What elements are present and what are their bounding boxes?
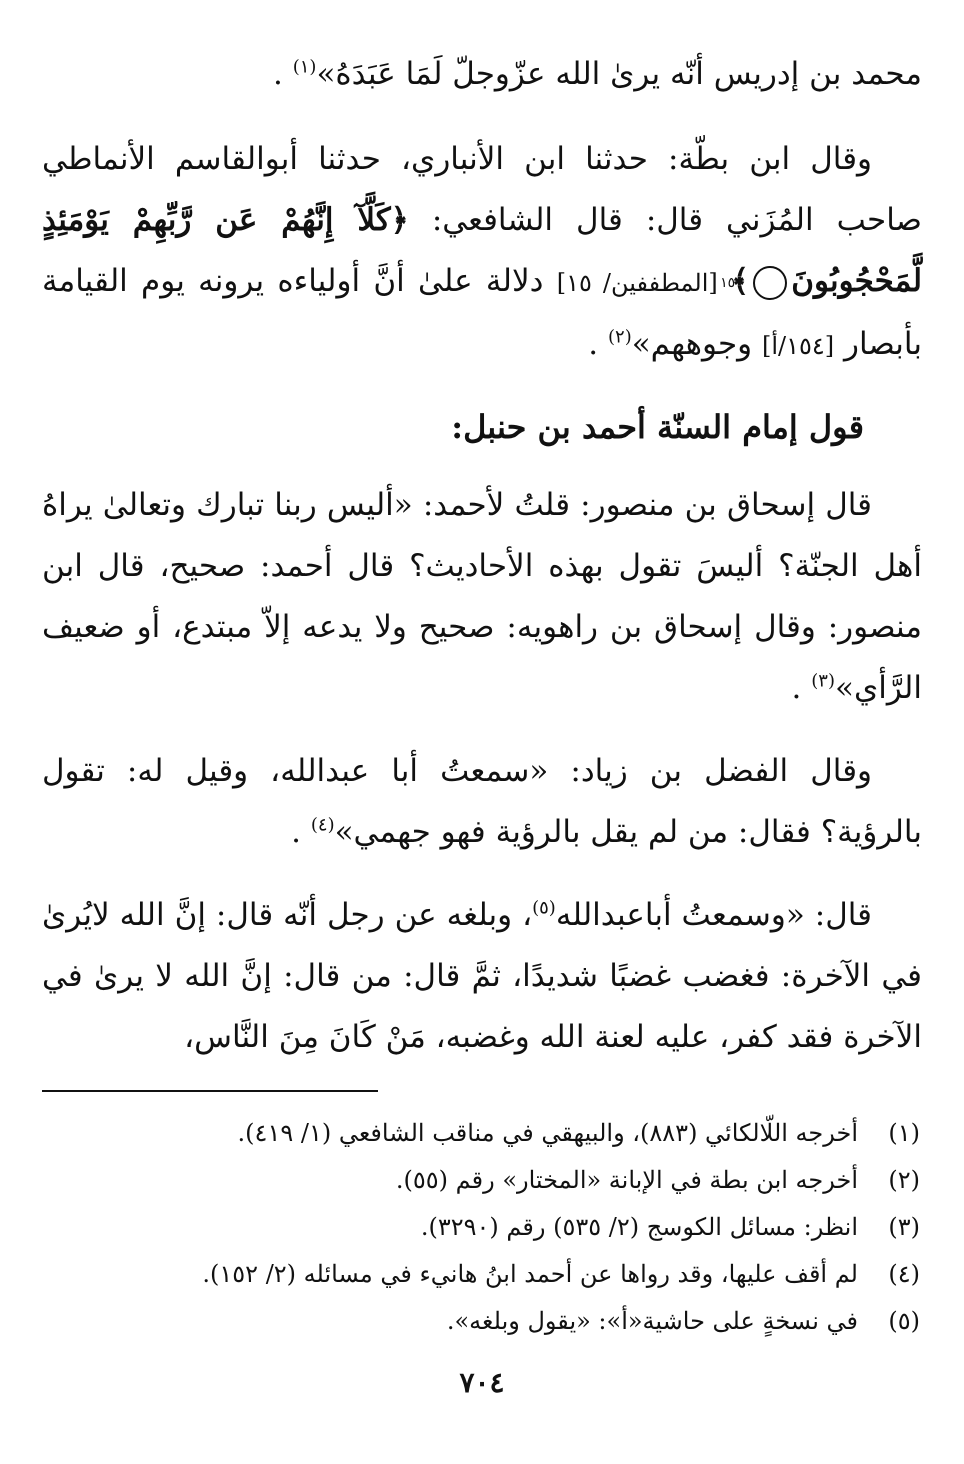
footnote-text: أخرجه ابن بطة في الإبانة «المختار» رقم (٥٥).: [395, 1166, 858, 1194]
section-heading: قول إمام السنّة أحمد بن حنبل:: [451, 408, 864, 446]
footnote-text: في نسخةٍ على حاشية«أ»: «يقول وبلغه».: [446, 1307, 858, 1335]
quran-verse: ﴿كَلَّآ إِنَّهُمْ عَن رَّبِّهِمْ يَوْمَئِذٍ لَّمَحْجُوبُونَ: [42, 202, 923, 299]
paragraph-5-text-a: قال: «وسمعتُ أباعبدالله: [555, 897, 872, 933]
footnote-divider: [42, 1090, 378, 1092]
paragraph-4-text: وقال الفضل بن زياد: «سمعتُ أبا عبدالله، وقيل له: تقول بالرؤية؟ فقال: من لم يقل بالرؤية فهو جهمي»: [42, 753, 922, 850]
footnote-ref-5[interactable]: (٥): [532, 897, 556, 919]
footnote-item: [42, 1157, 922, 1204]
folio-marker: [١٥٤/أ]: [761, 332, 835, 360]
ayah-number-icon: ١٥: [753, 266, 787, 300]
footnote-number: (٢): [888, 1166, 920, 1194]
footnote-item: [42, 1251, 922, 1298]
footnote-text: أخرجه اللّالكائي (٨٨٣)، والبيهقي في مناقب الشافعي (١/ ٤١٩).: [237, 1119, 858, 1147]
footnote-item: [42, 1298, 922, 1345]
footnote-text: لم أقف عليها، وقد رواها عن أحمد ابنُ هانيء في مسائله (٢/ ١٥٢).: [202, 1260, 858, 1288]
footnotes-list: [42, 1110, 922, 1345]
footnote-ref-2[interactable]: (٢): [607, 326, 632, 348]
footnote-number: (٤): [888, 1260, 920, 1288]
paragraph-1-text: محمد بن إدريس أنّه يرىٰ الله عزّوجلّ لَمَا عَبَدَهُ»: [316, 56, 922, 92]
paragraph-1: [42, 44, 922, 105]
paragraph-4: [42, 741, 922, 863]
paragraph-2: [42, 129, 922, 377]
footnote-number: (٥): [888, 1307, 920, 1335]
paragraph-5: [42, 885, 922, 1068]
paragraph-2-end: .: [588, 326, 608, 362]
paragraph-2-text-c: وجوههم»: [631, 326, 762, 362]
book-page: [42, 44, 922, 1434]
footnote-number: (١): [888, 1119, 920, 1147]
paragraph-3-text: قال إسحاق بن منصور: قلتُ لأحمد: «أليس ربنا تبارك وتعالىٰ يراهُ أهل الجنّة؟ أليسَ تقول بهذه الأحاديث؟ قال أحمد: صحيح، قال ابن منصور: وقال إسحاق بن راهويه: صحيح ولا يدعه إلاّ مبتدع، أو ضعيف الرَّأي»: [42, 487, 922, 706]
quran-bracket-close: ﴾: [731, 263, 750, 299]
footnote-number: (٣): [888, 1213, 920, 1241]
paragraph-4-end: .: [291, 814, 311, 850]
paragraph-5-text-b: ، وبلغه عن رجل أنّه قال: إنَّ الله لايُرىٰ في الآخرة: فغضب غضبًا شديدًا، ثمَّ قال: من قال: إنَّ الله لا يرىٰ في الآخرة فقد كفر، عليه لعنة الله وغضبه، مَنْ كَانَ مِنَ النَّاس،: [42, 897, 922, 1055]
paragraph-1-end: .: [272, 56, 293, 92]
paragraph-2-text-a: وقال ابن بطّة: حدثنا ابن الأنباري، حدثنا أبوالقاسم الأنماطي صاحب المُزَني قال: قال الشافعي:: [42, 141, 922, 238]
page-number: ٧٠٤: [459, 1366, 505, 1399]
surah-reference: [المطففين/ ١٥]: [556, 269, 718, 297]
paragraph-2-text-b: دلالة علىٰ أنَّ أولياءه يرونه يوم القيامة بأبصار: [42, 263, 922, 362]
footnote-item: [42, 1204, 922, 1251]
footnote-ref-1[interactable]: (١): [292, 56, 317, 78]
paragraph-3: [42, 475, 922, 719]
footnote-text: انظر: مسائل الكوسج (٢/ ٥٣٥) رقم (٣٢٩٠).: [420, 1213, 858, 1241]
footnote-ref-4[interactable]: (٤): [310, 814, 335, 836]
footnote-item: [42, 1110, 922, 1157]
footnote-ref-3[interactable]: (٣): [811, 670, 835, 692]
paragraph-3-end: .: [791, 670, 812, 706]
